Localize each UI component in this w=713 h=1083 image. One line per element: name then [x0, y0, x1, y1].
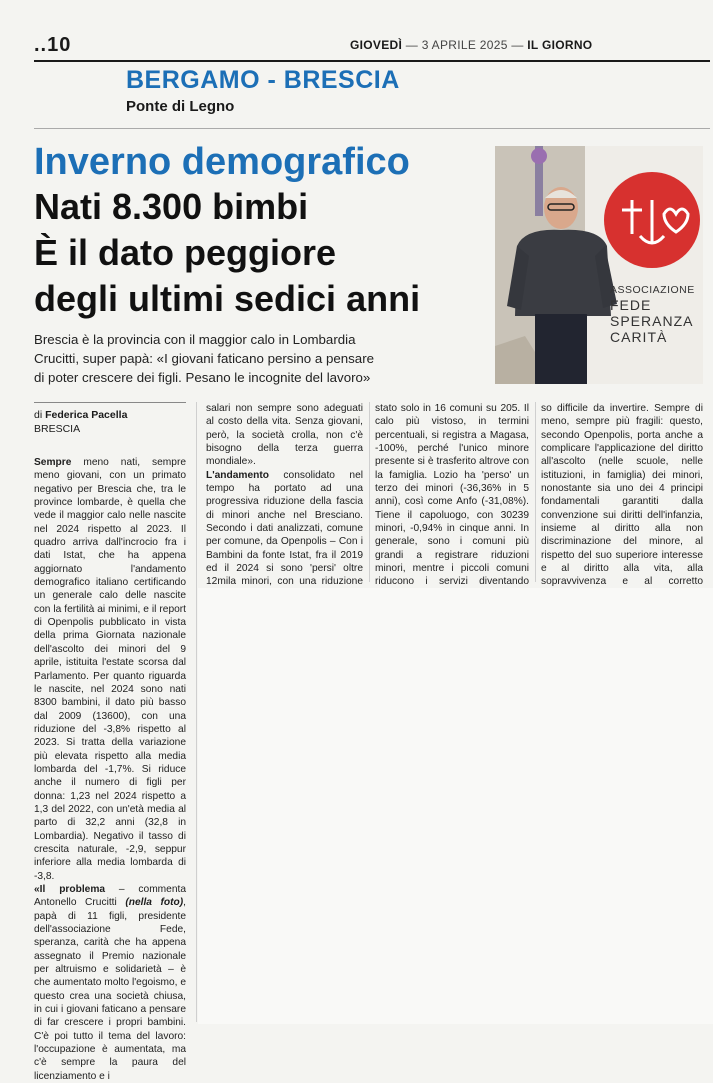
column-divider — [535, 402, 536, 582]
section-subtitle: Ponte di Legno — [126, 98, 235, 115]
blank-area — [198, 588, 713, 1024]
author-name: Federica Pacella — [45, 409, 128, 421]
column-divider — [196, 402, 197, 1022]
association-logo — [604, 172, 700, 268]
headline-line-1: Nati 8.300 bimbi — [34, 186, 309, 227]
byline-rule — [34, 402, 186, 403]
page-number: ..10 — [34, 34, 72, 56]
column-divider — [369, 402, 370, 582]
dateline: GIOVEDÌ — 3 APRILE 2025 — IL GIORNO — [350, 38, 593, 52]
article-column-1: Sempre meno nati, sempre meno giovani, con un primato negativo per Brescia che, tra le province lombarde, è quella che vede il maggior calo nelle nascite nel 2024 rispetto al 2023. Il quadro arriva dall'incrocio fra i dati Istat, che ha appena aggiornato l'andamento demografico italiano certificando un generale calo delle nascite con la fertilità ai minimi, e il report di Openpolis pubblicato in vista della prima Giornata nazionale dell'ascolto dei minori del 9 aprile, istituita l'estate scorsa dal Parlamento. Per quanto riguarda le nascite, nel 2024 sono nati 8300 bambini, il dato più basso dal 2009 (13600), con una riduzione del -3,8% rispetto al 2023. Si tratta della variazione più elevata rispetto alla media lombarda del -1,7%. Si riduce anche il numero di figli per donna: 1,23 nel 2024 rispetto a 1,3 del 2022, con un'età media al parto di 32,2 anni (32,8 in Lombardia). Negativo il tasso di crescita naturale, -2,9, seppur inferiore alla media lombarda di -3,8. «Il problema – commenta Antonello Crucitti (nella foto), papà di 11 figli, presidente dell'associazione Fede, speranza, carità che ha appena assegnato il Premio nazionale per altruismo e solidarietà – è che aumentato molto l'egoismo, e questo crea una società chiusa, in cui i giovani faticano a pensare di far crescere i propri bambini. C'è poi tutto il tema del lavoro: l'occupazione è aumentata, ma c'è sempre la paura del licenziamento e i — [34, 457, 187, 1082]
association-sign: ASSOCIAZIONE FEDE SPERANZA CARITÀ — [610, 284, 695, 345]
dateline-day: GIOVEDÌ — [350, 38, 403, 52]
article-column-2: salari non sempre sono adeguati al costo della vita. Senza giovani, però, la società crolla, non c'è bisogno della terza guerra mondiale». L'andamento consolidato nel tempo ha portato ad una progressiva riduzione della fascia di minori anche nel Bresciano. Secondo i dati analizzati, comune per comune, da Openpolis – Con i Bambini da fonte Istat, fra il 2019 ed il 2024 si sono 'persi' oltre 12mila minori, con una riduzione — [206, 403, 363, 588]
byline: di Federica Pacella BRESCIA — [34, 408, 186, 436]
headline-line-2: È il dato peggiore — [34, 232, 337, 273]
section-rule — [34, 128, 710, 129]
dateline-location: BRESCIA — [34, 423, 81, 435]
newspaper-name: IL GIORNO — [527, 38, 593, 52]
header-rule — [34, 60, 710, 62]
dateline-date: 3 APRILE 2025 — [421, 38, 508, 52]
cross-heart-anchor-icon — [604, 172, 700, 268]
article-column-3: stato solo in 16 comuni su 205. Il calo più vistoso, in termini percentuali, si registra a Magasa, -100%, perché l'unico minore presente si è trasferito altrove con la famiglia. Lozio ha 'perso' un terzo dei minori (-36,36% in 5 anni), così come Anfo (-31,08%). Tiene il capoluogo, con 30239 minori, -0,94% in cinque anni. In generale, sono i comuni più grandi a registrare riduzioni minori, mentre i piccoli comuni riducono i servizi diventando — [375, 403, 529, 588]
article-deck: Brescia è la provincia con il maggior calo in Lombardia Crucitti, super papà: «I giovani faticano persino a pensare di poter crescere dei figli. Pesano le incognite del lavoro» — [34, 332, 375, 385]
headline-line-3: degli ultimi sedici anni — [34, 278, 421, 319]
section-title: BERGAMO - BRESCIA — [126, 66, 400, 94]
article-kicker: Inverno demografico — [34, 141, 410, 183]
article-column-4: so difficile da invertire. Sempre di meno, sempre più fragili: questo, secondo Openpolis, porta anche a complicare l'applicazione del diritto all'ascolto (nelle scuole, nelle istituzioni, in famiglia) dei minori, nonostante sia uno dei 4 principi fondamentali garantiti dalla convenzione sui diritti dell'infanzia, insieme al diritto alla non discriminazione del minore, al rispetto del suo superiore interesse e al diritto alla vita, alla sopravvivenza e al corretto — [541, 403, 703, 588]
